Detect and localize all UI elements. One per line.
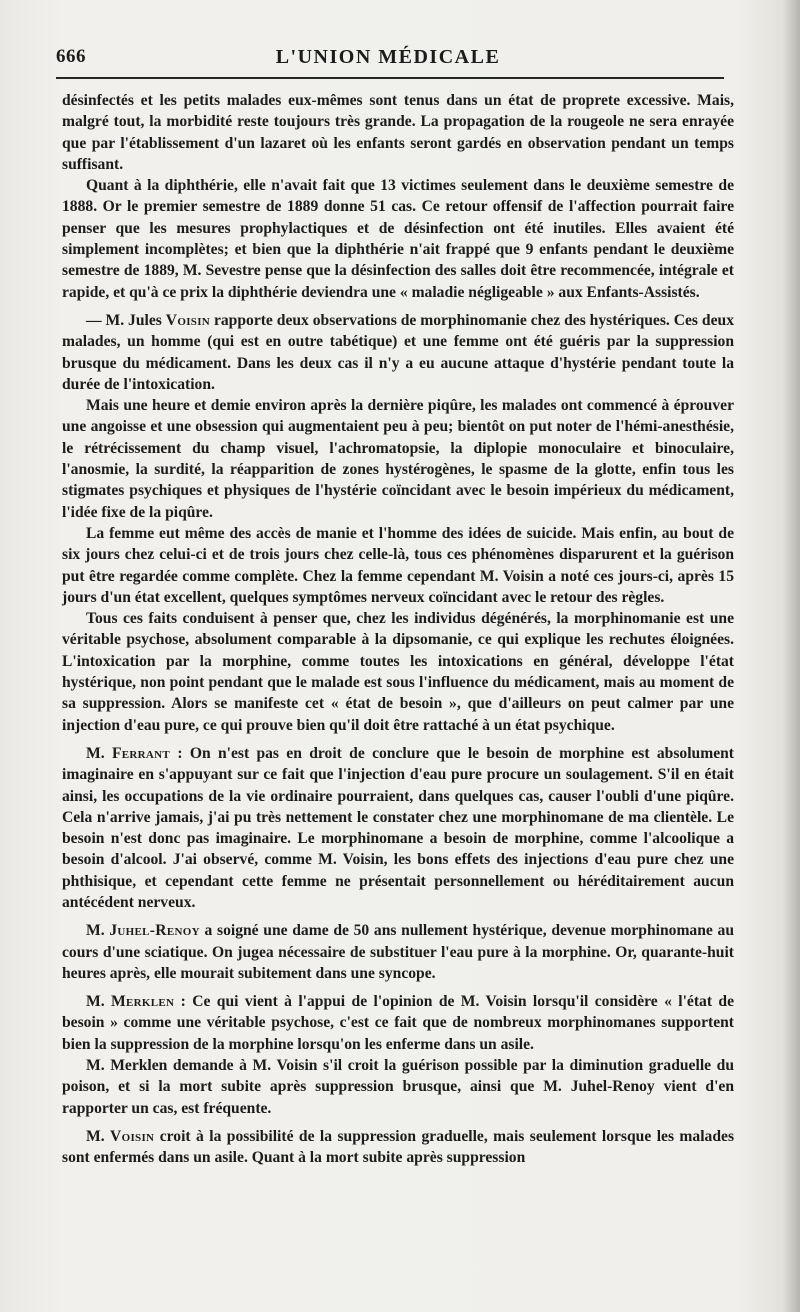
paragraph-text: M. Merklen demande à M. Voisin s'il croit la guérison possible par la diminution graduelle du poison, et si la mort subite après suppression brusque, ainsi que M. Juhel-Renoy vient d'en rapporter un cas, est fréquente. [62,1057,734,1117]
paragraph-text: Quant à la diphthérie, elle n'avait fait que 13 victimes seulement dans le deuxième semestre de 1888. Or le premier semestre de 1889 donne 51 cas. Ce retour offensif de l'affection pourrait faire penser que les mesures prophylactiques et de désinfection ont été inutiles. Elles avaient été simplement incomplètes; et bien que la diphthérie n'ait frappé que 9 enfants pendant le deuxième semestre de 1889, M. Sevestre pense que la désinfection des salles doit être recommencée, intégrale et rapide, et qu'à ce prix la diphthérie deviendra une « maladie négligeable » aux Enfants-Assistés. [62,177,734,301]
paragraph-prefix: M. [86,993,111,1011]
paragraph [62,523,734,608]
page-number: 666 [56,46,86,67]
paragraph-text: désinfectés et les petits malades eux-mêmes sont tenus dans un état de proprete excessive. Mais, malgré tout, la morbidité reste toujours très grande. La propagation de la rougeole ne sera enrayée que par l'établissement d'un lazaret où les enfants seront gardés en observation pendant un temps suffisant. [62,92,734,173]
paragraph-text: a soigné une dame de 50 ans nullement hystérique, devenue morphinomane au cours d'une sciatique. On jugea nécessaire de substituer l'eau pure à la morphine. Or, quarante-huit heures après, elle mourait subitement dans une syncope. [62,922,734,982]
paragraph-text: Tous ces faits conduisent à penser que, chez les individus dégénérés, la morphinomanie est une véritable psychose, absolument comparable à la dipsomanie, ce qui explique les rechutes éloignées. L'intoxication par la morphine, comme toutes les intoxications en général, développe l'état hystérique, non point pendant que le malade est sous l'influence du médicament, mais au moment de sa suppression. Alors se manifeste cet « état de besoin », que d'ailleurs on peut calmer par une injection d'eau pure, ce qui prouve bien qu'il doit être rattaché à un état psychique. [62,610,734,734]
paragraph [62,90,734,175]
page-edge-shadow [782,0,800,1312]
paragraph-text: : Ce qui vient à l'appui de l'opinion de M. Voisin lorsqu'il considère « l'état de besoin » comme une véritable psychose, c'est ce fait que de nombreux morphinomanes supportent bien la suppression de la morphine lorsqu'on les enferme dans un asile. [62,993,735,1053]
page-header [56,44,720,74]
running-title: L'UNION MÉDICALE [275,46,501,68]
paragraph-prefix: M. [86,744,112,762]
speaker-name: Voisin [110,1127,155,1145]
paragraph-prefix: M. [86,1127,111,1145]
paragraph [62,920,734,984]
paragraph-text: : On n'est pas en droit de conclure que le besoin de morphine est absolument imaginaire en s'appuyant sur ce fait que l'injection d'eau pure procure un soulagement. S'il en était ainsi, les occupations de la vie ordinaire pourraient, dans quelques cas, causer l'oubli d'une piqûre. Cela n'arrive jamais, j'ai pu très nettement le constater chez une morphinomane de ma clientèle. Le besoin n'est donc pas imaginaire. Le morphinomane a besoin de morphine, comme l'alcoolique a besoin d'alcool. J'ai observé, comme M. Voisin, les bons effets des injections d'eau pure chez une phthisique, et cependant cette femme ne présentait personnellement ou héréditairement aucun antécédent nerveux. [62,744,734,911]
paragraph-prefix: M. [86,922,110,940]
paragraph [62,1055,734,1119]
header-rule [56,77,724,79]
paragraph [62,743,734,913]
paragraph-text: Mais une heure et demie environ après la dernière piqûre, les malades ont commencé à éprouver une angoisse et une obsession qui augmentaient peu à peu; bientôt on put noter de l'hémi-anesthésie, le rétrécissement du champ visuel, l'achromatopsie, la diplopie monoculaire et binoculaire, l'anosmie, la surdité, la réapparition de zones hystérogènes, le spasme de la glotte, enfin tous les stigmates psychiques et physiques de l'hystérie coïncidant avec le besoin impérieux du médicament, l'idée fixe de la piqûre. [62,397,734,521]
paragraph-prefix: — M. Jules [86,311,166,329]
paragraph [62,395,734,523]
speaker-name: Ferrant [111,744,171,762]
paragraph [62,310,734,395]
paragraph-text: La femme eut même des accès de manie et l'homme des idées de suicide. Mais enfin, au bout de six jours chez celui-ci et de trois jours chez celle-là, tous ces phénomènes disparurent et la guérison put être regardée comme complète. Chez la femme cependant M. Voisin a noté ces jours-ci, après 15 jours d'un état excellent, quelques symptômes nerveux coïncidant avec le retour des règles. [62,524,734,606]
body-text [62,90,734,1169]
speaker-name: Merklen [111,993,175,1011]
paragraph [62,1126,734,1169]
speaker-name: Voisin [165,311,211,329]
paragraph [62,175,734,303]
speaker-name: Juhel-Renoy [109,922,200,940]
paragraph [62,991,734,1055]
paragraph-text: rapporte deux observations de morphinomanie chez des hystériques. Ces deux malades, un homme (qui est en outre tabétique) et une femme ont été guéris par la suppression brusque du médicament. Dans les deux cas il n'y a eu aucune attaque d'hystérie pendant toute la durée de l'intoxication. [62,311,734,393]
paragraph [62,608,734,736]
paragraph-text: croit à la possibilité de la suppression graduelle, mais seulement lorsque les malades sont enfermés dans un asile. Quant à la mort subite après suppression [62,1127,735,1167]
